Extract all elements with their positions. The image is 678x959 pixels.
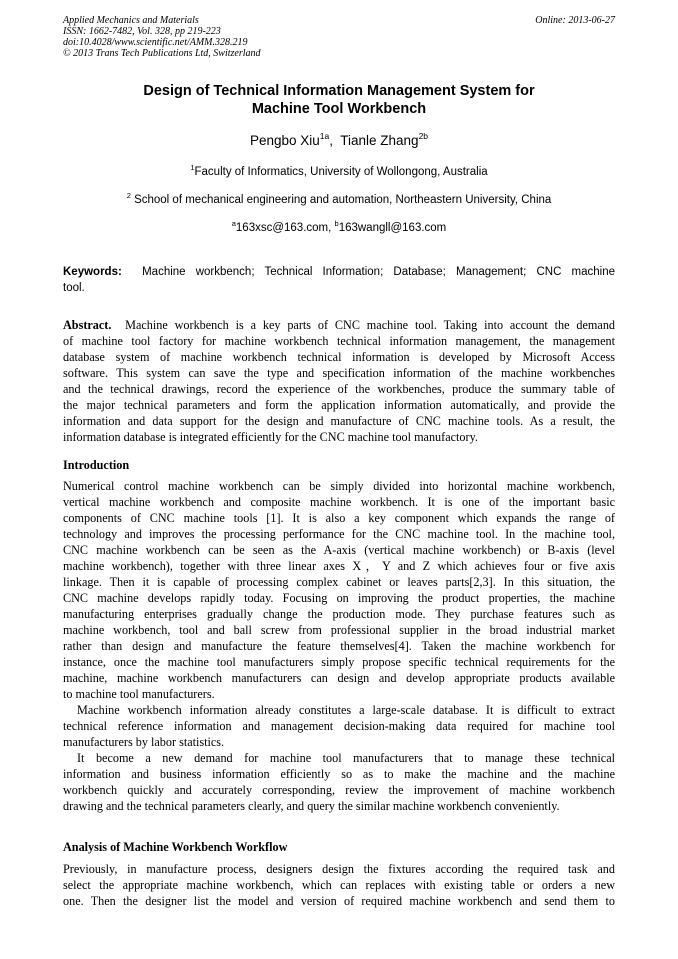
affiliation-2-mark: 2 (126, 191, 131, 200)
abstract-line-text: Machine workbench is a key parts of CNC machine tool. Taking into account the demand (125, 318, 616, 332)
intro-line: workbench quickly and accurately corresponding, review the improvement of machine workbench (63, 783, 615, 797)
intro-line: rather than design and manufacture the feature themselves[4]. Taken the machine workbench for (63, 639, 615, 653)
abstract-line (63, 317, 615, 333)
keywords-label: Keywords: (63, 266, 122, 278)
intro-line: vertical machine workbench and composite machine workbench. It is one of the important basic (63, 495, 615, 509)
journal-issn: ISSN: 1662-7482, Vol. 328, pp 219-223 (63, 26, 221, 37)
author-2-affiliation-mark: 2b (418, 131, 429, 141)
paper-title (63, 82, 615, 118)
journal-header (63, 15, 615, 59)
intro-line: It become a new demand for machine tool manufacturers that to manage these technical (77, 751, 615, 765)
author-emails (63, 221, 615, 235)
analysis-line: one. Then the designer list the model and version of required machine workbench and send them to (63, 894, 615, 908)
affiliation-1 (63, 165, 615, 179)
author-list (63, 133, 615, 149)
abstract-line: and the technical drawings, record the experience of the workbenches, produce the summary table of (63, 382, 615, 396)
abstract-label: Abstract. (63, 318, 112, 332)
email-a-mark: a (231, 219, 236, 228)
journal-doi[interactable]: doi:10.4028/www.scientific.net/AMM.328.219 (63, 37, 248, 48)
analysis-paragraph (63, 861, 615, 909)
author-separator: , (329, 133, 341, 148)
email-a[interactable]: 163xsc@163.com, (235, 222, 335, 234)
intro-line: manufacturing enterprises gradually change the production mode. They purchase features such as (63, 607, 615, 621)
intro-line: CNC machine develops rapidly today. Focusing on improving the product properties, the machine (63, 591, 615, 605)
introduction-paragraph-1 (63, 478, 615, 814)
abstract-line: software. This system can save the type and specification information of the machine workbenches (63, 366, 615, 380)
analysis-line: select the appropriate machine workbench, which can replaces with existing table or orders a new (63, 878, 615, 892)
introduction-heading: Introduction (63, 458, 130, 472)
author-1-name: Pengbo Xiu (249, 133, 320, 148)
affiliation-2 (63, 193, 615, 207)
intro-line: machine workbench, tool and ball screw from professional supplier in the broad industrial market (63, 623, 615, 637)
affiliation-1-mark: 1 (190, 163, 195, 172)
title-line-2: Machine Tool Workbench (251, 101, 427, 117)
email-b[interactable]: 163wangll@163.com (338, 222, 447, 234)
intro-line: CNC machine workbench can be seen as the A-axis (vertical machine workbench) or B-axis (level (63, 543, 615, 557)
intro-line: technical reference information and management decision-making data required for machine tool (63, 719, 615, 733)
intro-line: Machine workbench information already constitutes a large-scale database. It is difficult to extract (77, 703, 615, 717)
intro-line: information and business information efficiently so as to make the machine and the machine (63, 767, 615, 781)
abstract-line: of machine tool factory for machine workbench technical information management, the management (63, 334, 615, 348)
analysis-heading: Analysis of Machine Workbench Workflow (63, 840, 288, 854)
abstract-line: information database is integrated efficiently for the CNC machine tool manufactory. (63, 430, 478, 444)
intro-line: to machine tool manufacturers. (63, 687, 215, 701)
intro-line: machine workbench), together with three linear axes X，Y and Z which achieves four or five axis (63, 559, 615, 573)
email-b-mark: b (334, 219, 339, 228)
intro-line: Numerical control machine workbench can be simply divided into horizontal machine workbench, (63, 479, 615, 493)
abstract-line: the major technical parameters and form the application information automatically, and provide the (63, 398, 615, 412)
analysis-line: Previously, in manufacture process, designers design the fixtures according the required task and (63, 862, 615, 876)
keywords-text-1: Machine workbench; Technical Information; Database; Management; CNC machine (142, 266, 615, 278)
abstract-line: information and data support for the design and manufacture of CNC machine tools. As a result, the (63, 414, 615, 428)
intro-line: drawing and the technical parameters clearly, and query the similar machine workbench conveniently. (63, 799, 560, 813)
intro-line: manufacturers by labor statistics. (63, 735, 225, 749)
intro-line: instance, once the machine tool manufacturers simply propose specific technical requirements for the (63, 655, 615, 669)
intro-line: technology and improves the processing performance for the CNC machine tool. In the machine tool, (63, 527, 615, 541)
affiliation-2-text: School of mechanical engineering and automation, Northeastern University, China (134, 194, 552, 206)
intro-line: components of CNC machine tools [1]. It is also a key component which expands the range of (63, 511, 615, 525)
title-line-1: Design of Technical Information Management System for (143, 83, 535, 99)
journal-copyright: © 2013 Trans Tech Publications Ltd, Switzerland (63, 48, 261, 59)
affiliation-1-text: Faculty of Informatics, University of Wollongong, Australia (194, 166, 488, 178)
online-date: Online: 2013-06-27 (535, 15, 615, 26)
keywords-line-2: tool. (63, 282, 85, 294)
intro-line: machine, machine workbench manufacturers can design and develop appropriate products available (63, 671, 615, 685)
abstract-paragraph (63, 317, 615, 445)
author-1-affiliation-mark: 1a (319, 131, 330, 141)
journal-name: Applied Mechanics and Materials (63, 15, 199, 26)
abstract-line: database system of machine workbench technical information is developed by Microsoft Access (63, 350, 615, 364)
keywords-block (63, 264, 615, 296)
author-2-name: Tianle Zhang (340, 133, 419, 148)
keywords-line-1 (63, 264, 615, 280)
intro-line: linkage. Then it is capable of processing complex cabinet or leaves parts[2,3]. In this situation, the (63, 575, 615, 589)
